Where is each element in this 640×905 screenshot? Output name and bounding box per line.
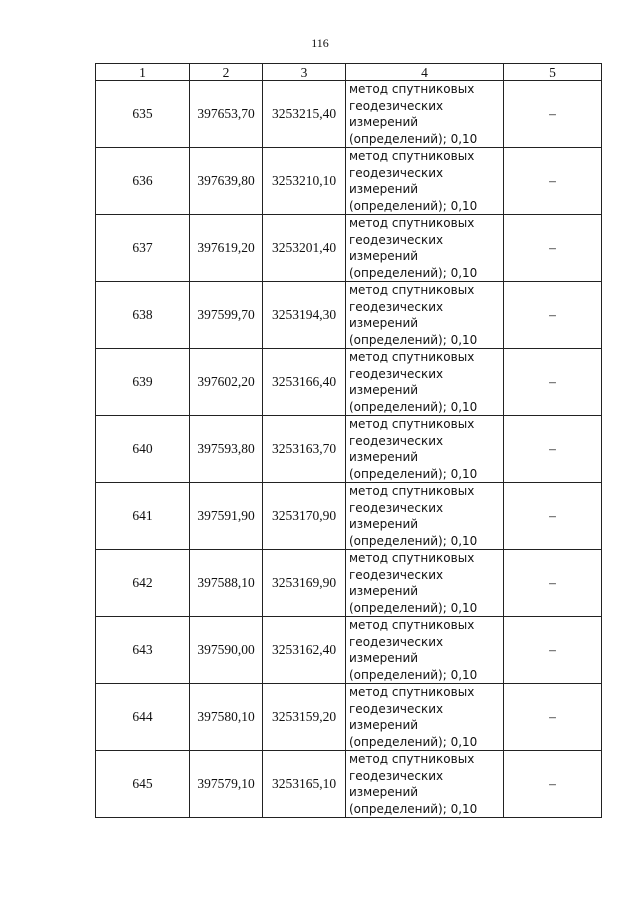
column-header-3: 3 [263, 64, 346, 81]
point-number-cell: 640 [96, 416, 190, 483]
note-cell: – [504, 550, 602, 617]
y-coordinate-cell: 3253215,40 [263, 81, 346, 148]
method-cell: метод спутниковых геодезических измерений (определений); 0,10 [346, 282, 504, 349]
point-number-cell: 644 [96, 684, 190, 751]
y-coordinate-cell: 3253166,40 [263, 349, 346, 416]
x-coordinate-cell: 397653,70 [190, 81, 263, 148]
table-row [96, 349, 602, 416]
point-number-cell: 643 [96, 617, 190, 684]
table-body [96, 81, 602, 818]
point-number-cell: 641 [96, 483, 190, 550]
method-cell: метод спутниковых геодезических измерений (определений); 0,10 [346, 148, 504, 215]
method-cell: метод спутниковых геодезических измерений (определений); 0,10 [346, 215, 504, 282]
point-number-cell: 642 [96, 550, 190, 617]
y-coordinate-cell: 3253210,10 [263, 148, 346, 215]
page-number: 116 [311, 36, 329, 50]
note-cell: – [504, 483, 602, 550]
method-cell: метод спутниковых геодезических измерений (определений); 0,10 [346, 751, 504, 818]
note-cell: – [504, 282, 602, 349]
coordinates-table [95, 63, 602, 818]
method-cell: метод спутниковых геодезических измерений (определений); 0,10 [346, 617, 504, 684]
method-cell: метод спутниковых геодезических измерений (определений); 0,10 [346, 416, 504, 483]
method-cell: метод спутниковых геодезических измерений (определений); 0,10 [346, 349, 504, 416]
method-cell: метод спутниковых геодезических измерений (определений); 0,10 [346, 684, 504, 751]
table-row [96, 483, 602, 550]
point-number-cell: 638 [96, 282, 190, 349]
x-coordinate-cell: 397602,20 [190, 349, 263, 416]
column-header-4: 4 [346, 64, 504, 81]
y-coordinate-cell: 3253170,90 [263, 483, 346, 550]
y-coordinate-cell: 3253165,10 [263, 751, 346, 818]
note-cell: – [504, 148, 602, 215]
x-coordinate-cell: 397619,20 [190, 215, 263, 282]
note-cell: – [504, 751, 602, 818]
x-coordinate-cell: 397593,80 [190, 416, 263, 483]
table-row [96, 148, 602, 215]
y-coordinate-cell: 3253162,40 [263, 617, 346, 684]
x-coordinate-cell: 397599,70 [190, 282, 263, 349]
x-coordinate-cell: 397591,90 [190, 483, 263, 550]
point-number-cell: 635 [96, 81, 190, 148]
column-header-1: 1 [96, 64, 190, 81]
note-cell: – [504, 617, 602, 684]
y-coordinate-cell: 3253194,30 [263, 282, 346, 349]
table-row [96, 550, 602, 617]
x-coordinate-cell: 397639,80 [190, 148, 263, 215]
table-row [96, 416, 602, 483]
table-row [96, 282, 602, 349]
y-coordinate-cell: 3253163,70 [263, 416, 346, 483]
note-cell: – [504, 684, 602, 751]
point-number-cell: 637 [96, 215, 190, 282]
point-number-cell: 639 [96, 349, 190, 416]
point-number-cell: 636 [96, 148, 190, 215]
table-header-row [96, 64, 602, 81]
x-coordinate-cell: 397590,00 [190, 617, 263, 684]
note-cell: – [504, 81, 602, 148]
method-cell: метод спутниковых геодезических измерений (определений); 0,10 [346, 483, 504, 550]
y-coordinate-cell: 3253159,20 [263, 684, 346, 751]
x-coordinate-cell: 397588,10 [190, 550, 263, 617]
column-header-2: 2 [190, 64, 263, 81]
table-row [96, 215, 602, 282]
method-cell: метод спутниковых геодезических измерений (определений); 0,10 [346, 81, 504, 148]
column-header-5: 5 [504, 64, 602, 81]
table-row [96, 81, 602, 148]
table-row [96, 617, 602, 684]
method-cell: метод спутниковых геодезических измерений (определений); 0,10 [346, 550, 504, 617]
x-coordinate-cell: 397580,10 [190, 684, 263, 751]
y-coordinate-cell: 3253169,90 [263, 550, 346, 617]
point-number-cell: 645 [96, 751, 190, 818]
x-coordinate-cell: 397579,10 [190, 751, 263, 818]
note-cell: – [504, 215, 602, 282]
table-row [96, 684, 602, 751]
note-cell: – [504, 349, 602, 416]
note-cell: – [504, 416, 602, 483]
table-row [96, 751, 602, 818]
y-coordinate-cell: 3253201,40 [263, 215, 346, 282]
